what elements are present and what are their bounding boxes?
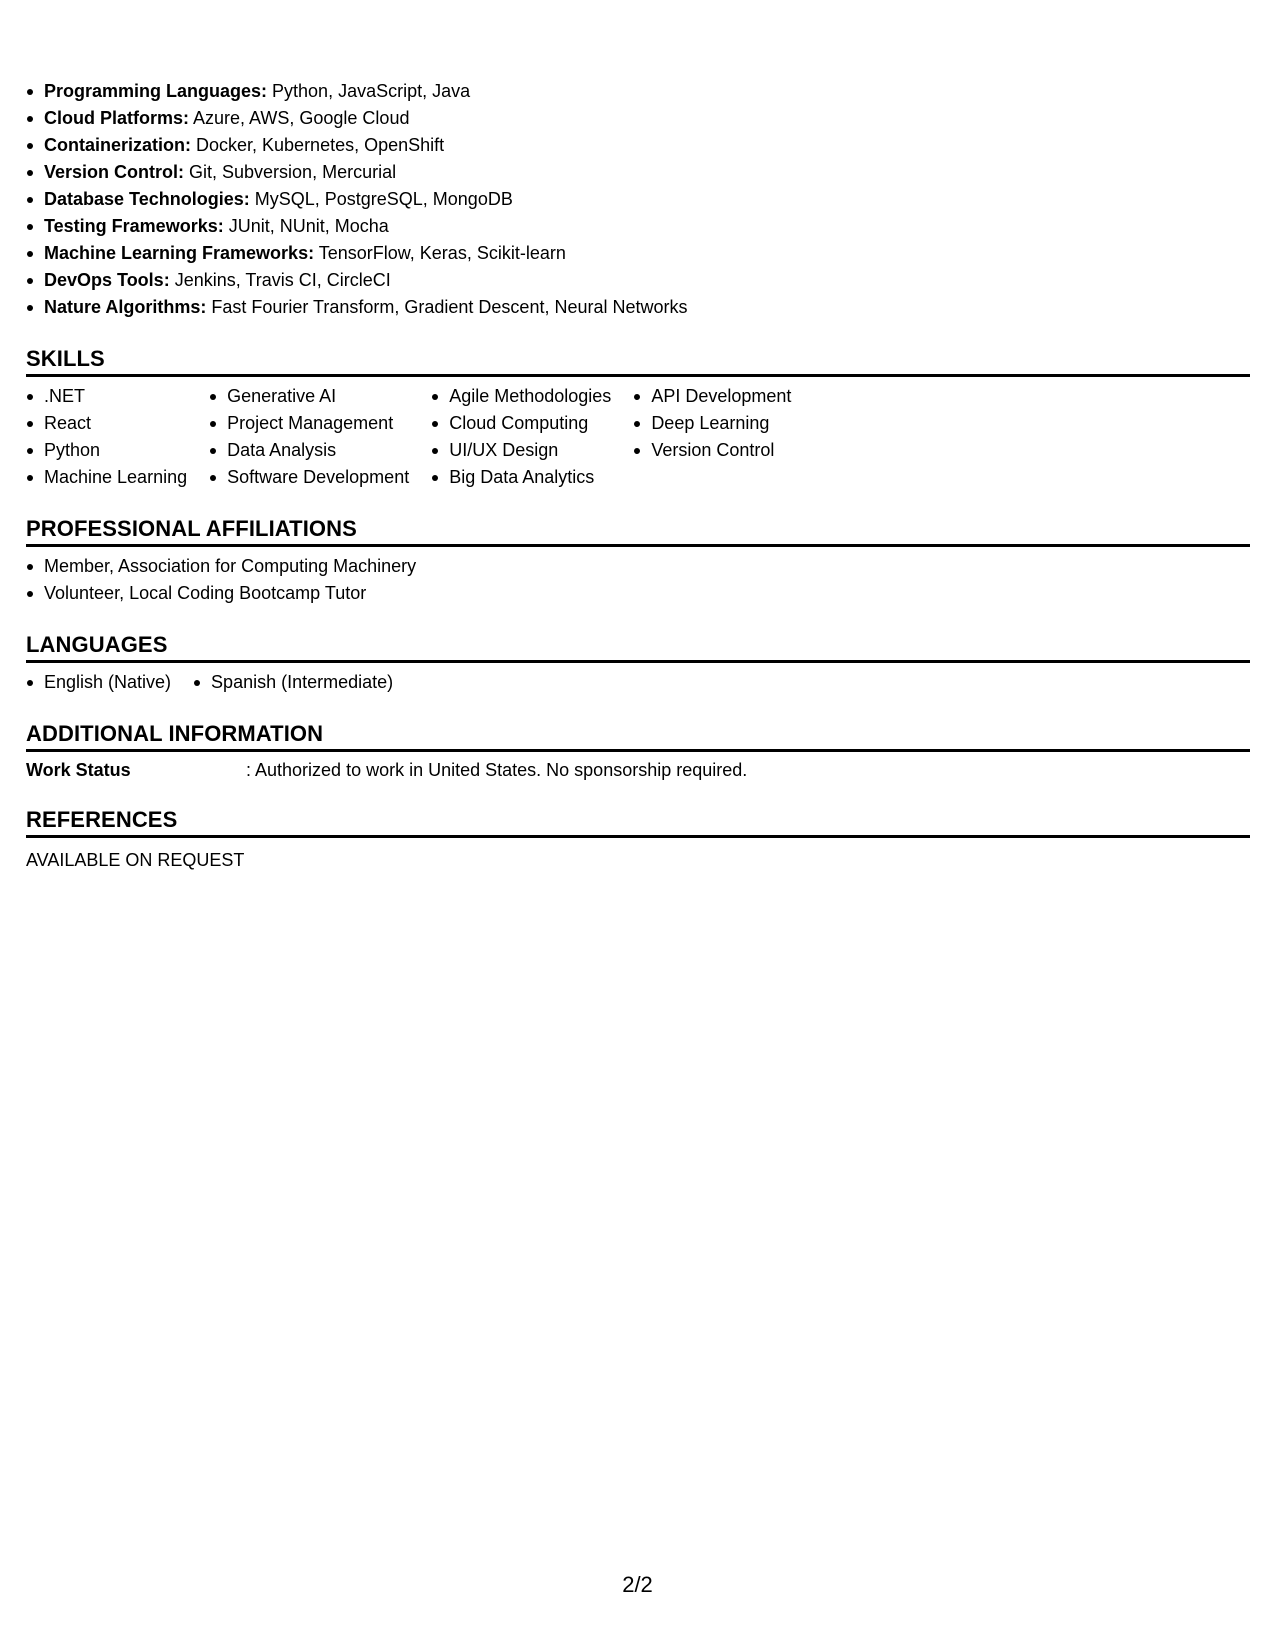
tech-label: Machine Learning Frameworks:	[44, 243, 315, 263]
tech-value: Python, JavaScript, Java	[267, 81, 471, 101]
section-title: REFERENCES	[26, 807, 178, 832]
tech-label: Version Control:	[44, 162, 185, 182]
list-item: Agile Methodologies	[431, 383, 611, 410]
list-item: Spanish (Intermediate)	[193, 669, 393, 696]
list-item	[26, 186, 1250, 213]
affiliations-list	[26, 553, 1250, 607]
references-text: AVAILABLE ON REQUEST	[26, 850, 245, 870]
list-item	[26, 267, 1250, 294]
list-item: Generative AI	[209, 383, 409, 410]
list-item: .NET	[26, 383, 187, 410]
list-item	[26, 240, 1250, 267]
tech-value: Azure, AWS, Google Cloud	[189, 108, 410, 128]
affiliations-heading	[26, 509, 1250, 547]
page-number: 2/2	[622, 1572, 653, 1597]
list-item: Machine Learning	[26, 464, 187, 491]
tech-value: TensorFlow, Keras, Scikit-learn	[314, 243, 566, 263]
list-item: API Development	[633, 383, 791, 410]
skills-heading	[26, 339, 1250, 377]
additional-info-heading	[26, 714, 1250, 752]
tech-label: Database Technologies:	[44, 189, 250, 209]
list-item: Software Development	[209, 464, 409, 491]
languages-list	[26, 669, 1250, 696]
skills-grid	[26, 383, 1250, 491]
references-heading	[26, 800, 1250, 838]
tech-value: Fast Fourier Transform, Gradient Descent, Neural Networks	[206, 297, 688, 317]
list-item: Version Control	[633, 437, 791, 464]
section-title: LANGUAGES	[26, 632, 168, 657]
languages-heading	[26, 625, 1250, 663]
list-item: Big Data Analytics	[431, 464, 611, 491]
section-title: PROFESSIONAL AFFILIATIONS	[26, 516, 357, 541]
tech-label: DevOps Tools:	[44, 270, 170, 290]
skills-column	[209, 383, 409, 491]
resume-page	[26, 78, 1250, 872]
tech-value: Jenkins, Travis CI, CircleCI	[169, 270, 391, 290]
list-item: Cloud Computing	[431, 410, 611, 437]
skills-column	[633, 383, 791, 491]
list-item: Python	[26, 437, 187, 464]
tech-label: Programming Languages:	[44, 81, 268, 101]
list-item: Data Analysis	[209, 437, 409, 464]
skills-column	[26, 383, 187, 491]
list-item	[26, 159, 1250, 186]
list-item	[26, 132, 1250, 159]
tech-value: Git, Subversion, Mercurial	[184, 162, 397, 182]
list-item: UI/UX Design	[431, 437, 611, 464]
list-item: Member, Association for Computing Machinery	[26, 553, 1250, 580]
skills-column	[431, 383, 611, 491]
tech-label: Nature Algorithms:	[44, 297, 207, 317]
list-item: English (Native)	[26, 669, 171, 696]
tech-label: Testing Frameworks:	[44, 216, 224, 236]
list-item: Volunteer, Local Coding Bootcamp Tutor	[26, 580, 1250, 607]
tech-value: MySQL, PostgreSQL, MongoDB	[249, 189, 513, 209]
work-status-row	[26, 758, 1250, 782]
section-title: ADDITIONAL INFORMATION	[26, 721, 324, 746]
work-status-label: Work Status	[26, 760, 131, 780]
list-item	[26, 294, 1250, 321]
tech-value: JUnit, NUnit, Mocha	[223, 216, 389, 236]
list-item	[26, 78, 1250, 105]
tech-value: Docker, Kubernetes, OpenShift	[191, 135, 445, 155]
list-item: React	[26, 410, 187, 437]
tech-label: Containerization:	[44, 135, 191, 155]
section-title: SKILLS	[26, 346, 105, 371]
work-status-value: : Authorized to work in United States. No sponsorship required.	[246, 760, 748, 780]
list-item	[26, 213, 1250, 240]
tech-label: Cloud Platforms:	[44, 108, 190, 128]
list-item: Project Management	[209, 410, 409, 437]
list-item	[26, 105, 1250, 132]
list-item: Deep Learning	[633, 410, 791, 437]
technical-skills-list	[26, 78, 1250, 321]
